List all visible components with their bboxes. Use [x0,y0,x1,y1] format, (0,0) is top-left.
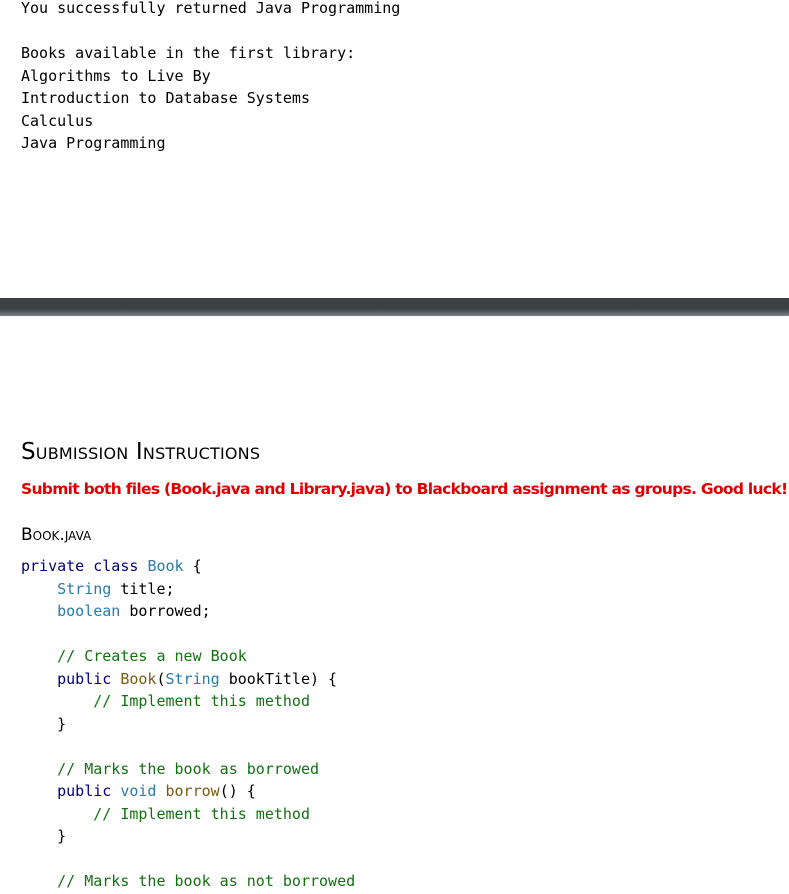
code-line [21,760,319,778]
program-output [21,0,400,155]
code-line [21,580,175,598]
code-comment: // Marks the book as borrowed [57,759,320,778]
code-comment: // Implement this method [93,692,310,710]
output-line: Java Programming [21,134,166,152]
output-line: Introduction to Database Systems [21,89,310,107]
code-line [21,715,66,733]
constructor-name: Book [120,669,157,688]
keyword: class [93,557,139,575]
brace: } [57,827,67,845]
paren: ( [156,669,166,688]
output-line: Books available in the first library: [21,44,356,62]
submission-instructions-heading: Submission Instructions [21,439,261,465]
page-divider [0,298,789,316]
type-name: String [165,669,220,688]
method-name: borrow [165,782,220,800]
code-line [21,602,211,620]
output-line: You successfully returned Java Programming [21,0,401,17]
code-line [21,670,337,688]
keyword: public [57,669,112,688]
code-line [21,557,202,575]
code-line [21,692,310,710]
type-name: boolean [57,602,121,620]
code-line [21,647,247,665]
class-name: Book [147,557,184,575]
code-line [21,827,66,845]
book-java-heading: Book.java [21,525,92,545]
code-comment: // Creates a new Book [57,647,247,665]
paren-brace: () { [219,782,256,800]
brace: { [192,557,202,575]
type-name: void [120,782,157,800]
field-name: borrowed; [129,602,211,620]
code-line [21,872,355,890]
code-line [21,805,310,823]
field-name: title; [120,579,175,598]
brace: } [57,714,67,733]
keyword: private [21,557,85,575]
code-line [21,782,256,800]
keyword: public [57,782,112,800]
output-line: Calculus [21,111,94,130]
book-java-code [21,555,355,893]
submission-note: Submit both files (Book.java and Library.java) to Blackboard assignment as groups. Good luck! [21,480,788,498]
code-comment: // Implement this method [93,804,310,823]
paren-brace: ) { [310,669,338,688]
output-line: Algorithms to Live By [21,66,211,85]
type-name: String [57,579,112,598]
code-comment: // Marks the book as not borrowed [57,872,356,890]
param-name: bookTitle [228,669,310,688]
